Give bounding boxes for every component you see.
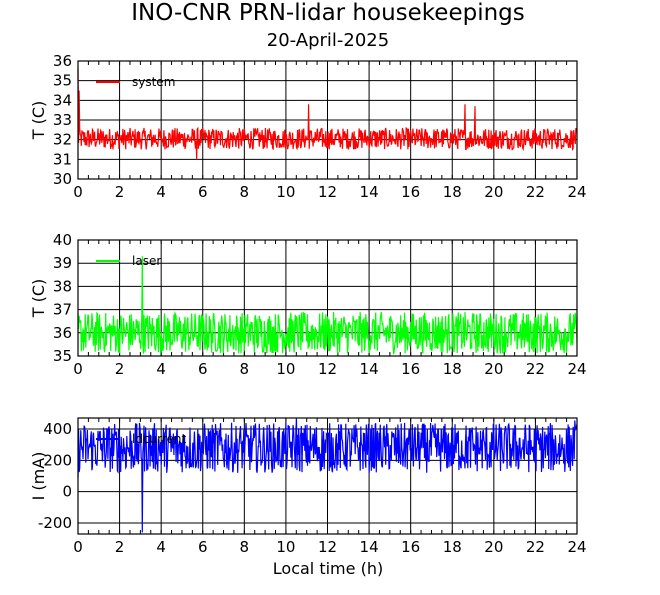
y-tick-label: 32: [52, 130, 72, 149]
x-tick-label: 8: [239, 183, 250, 201]
x-tick-label: 24: [567, 360, 587, 378]
x-tick-label: 24: [567, 538, 587, 556]
x-tick-label: 16: [401, 538, 421, 556]
x-tick-label: 24: [567, 183, 587, 201]
x-tick-label: 14: [359, 538, 379, 556]
chart-title: INO-CNR PRN-lidar housekeepings: [131, 0, 525, 26]
y-tick-label: 30: [52, 170, 72, 188]
x-tick-label: 10: [276, 538, 296, 556]
x-tick-label: 12: [317, 538, 338, 556]
laser-temperature-panel: [29, 231, 587, 378]
x-tick-label: 2: [114, 183, 125, 201]
x-tick-label: 22: [525, 183, 545, 201]
x-tick-label: 12: [317, 360, 338, 378]
x-tick-label: 4: [156, 183, 166, 201]
x-tick-label: 12: [317, 183, 338, 201]
x-tick-label: 10: [276, 360, 296, 378]
y-tick-label: 31: [52, 150, 72, 169]
x-tick-label: 6: [197, 360, 208, 378]
x-tick-label: 0: [73, 538, 83, 556]
y-tick-label: 39: [52, 254, 72, 273]
x-tick-label: 16: [401, 183, 421, 201]
x-tick-label: 2: [114, 538, 125, 556]
y-tick-label: 400: [43, 419, 72, 438]
legend-label-ldcurrent: ldcurrent: [132, 432, 187, 446]
x-tick-label: 14: [359, 183, 379, 201]
chart-subtitle: 20-April-2025: [266, 30, 390, 51]
y-axis-label: T (C): [29, 100, 48, 140]
y-tick-label: 200: [43, 451, 72, 470]
x-tick-label: 4: [156, 360, 166, 378]
x-axis-label: Local time (h): [272, 559, 384, 578]
x-tick-label: 6: [197, 538, 208, 556]
system-temperature-panel: [29, 52, 587, 201]
x-tick-label: 4: [156, 538, 166, 556]
y-tick-label: 34: [52, 91, 72, 110]
legend-label-laser: laser: [132, 254, 162, 268]
y-tick-label: 36: [52, 52, 72, 70]
x-tick-label: 8: [239, 360, 250, 378]
x-tick-label: 10: [276, 183, 296, 201]
x-tick-label: 2: [114, 360, 125, 378]
y-tick-label: 33: [52, 111, 72, 129]
y-tick-label: 36: [52, 323, 72, 342]
x-tick-label: 20: [484, 183, 504, 201]
x-tick-label: 0: [73, 183, 83, 201]
y-tick-label: 0: [62, 482, 72, 501]
y-tick-label: 35: [52, 347, 72, 365]
y-axis-label: I (mA): [29, 451, 48, 501]
x-tick-label: 22: [525, 360, 545, 378]
y-tick-label: 40: [52, 231, 72, 249]
y-tick-label: 35: [52, 71, 72, 90]
legend-label-system: system: [132, 75, 176, 89]
x-tick-label: 0: [73, 360, 83, 378]
x-tick-label: 18: [442, 183, 462, 201]
x-tick-label: 8: [239, 538, 250, 556]
x-tick-label: 14: [359, 360, 379, 378]
y-tick-label: 37: [52, 300, 72, 319]
y-tick-label: 38: [52, 277, 72, 296]
laser-current-panel: [29, 418, 587, 556]
x-tick-label: 18: [442, 360, 462, 378]
x-tick-label: 18: [442, 538, 462, 556]
y-tick-label: -200: [37, 514, 72, 533]
y-axis-label: T (C): [29, 278, 48, 318]
x-tick-label: 6: [197, 183, 208, 201]
x-tick-label: 20: [484, 538, 504, 556]
x-tick-label: 22: [525, 538, 545, 556]
x-tick-label: 20: [484, 360, 504, 378]
x-tick-label: 16: [401, 360, 421, 378]
